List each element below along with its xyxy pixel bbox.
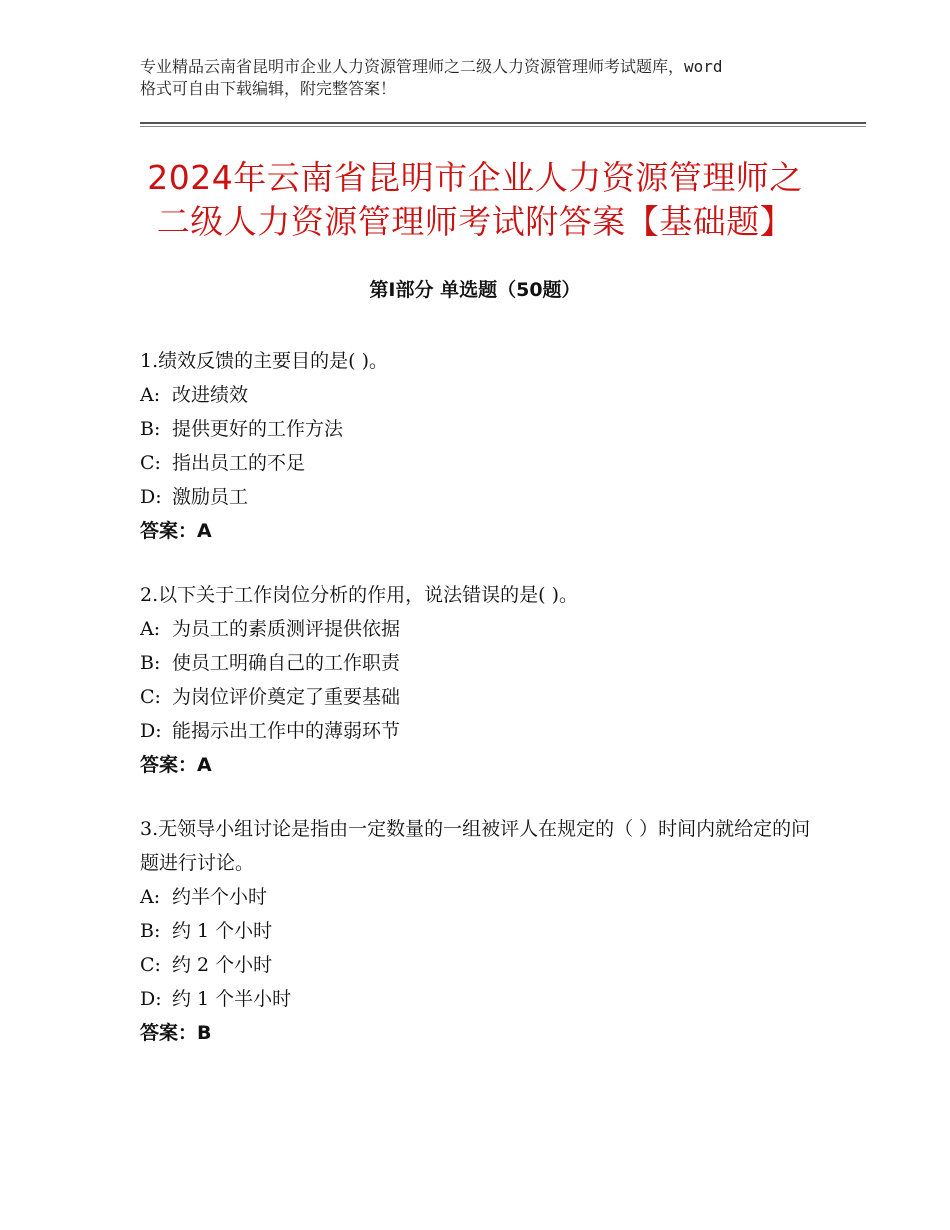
question-2 — [140, 578, 820, 782]
option-key: C: — [140, 686, 161, 708]
question-1 — [140, 344, 820, 548]
option-text: 激励员工 — [172, 486, 249, 508]
option-d — [140, 714, 820, 748]
option-b — [140, 646, 820, 680]
option-key: B: — [140, 418, 161, 440]
question-stem: 3.无领导小组讨论是指由一定数量的一组被评人在规定的（ ）时间内就给定的问题进行讨论。 — [140, 818, 811, 874]
option-text: 为岗位评价奠定了重要基础 — [172, 686, 401, 708]
option-text: 使员工明确自己的工作职责 — [172, 652, 401, 674]
option-b — [140, 412, 820, 446]
option-text: 约 1 个小时 — [172, 920, 273, 942]
option-text: 约 2 个小时 — [172, 954, 273, 976]
option-key: D: — [140, 720, 162, 742]
option-key: B: — [140, 652, 161, 674]
header-divider-thin — [140, 126, 866, 127]
option-b — [140, 914, 820, 948]
option-d — [140, 480, 820, 514]
answer-line: 答案：A — [140, 754, 212, 776]
option-text: 能揭示出工作中的薄弱环节 — [172, 720, 401, 742]
option-key: D: — [140, 486, 162, 508]
header-note-line-1: 专业精品云南省昆明市企业人力资源管理师之二级人力资源管理师考试题库，word — [140, 57, 723, 76]
option-text: 约半个小时 — [172, 886, 268, 908]
header-divider-thick — [140, 122, 866, 124]
question-stem: 2.以下关于工作岗位分析的作用，说法错误的是( )。 — [140, 584, 578, 606]
header-note — [140, 56, 830, 100]
option-a — [140, 880, 820, 914]
option-key: A: — [140, 384, 161, 406]
document-title-line-1: 2024年云南省昆明市企业人力资源管理师之 — [147, 158, 803, 197]
option-key: B: — [140, 920, 161, 942]
option-key: A: — [140, 886, 161, 908]
option-text: 提供更好的工作方法 — [172, 418, 344, 440]
option-key: C: — [140, 452, 161, 474]
question-3 — [140, 812, 820, 1050]
option-a — [140, 612, 820, 646]
question-stem: 1.绩效反馈的主要目的是( )。 — [140, 350, 388, 372]
option-a — [140, 378, 820, 412]
header-note-line-2: 格式可自由下载编辑，附完整答案！ — [140, 79, 397, 98]
option-text: 为员工的素质测评提供依据 — [172, 618, 401, 640]
document-title-line-2: 二级人力资源管理师考试附答案【基础题】 — [156, 202, 794, 241]
option-key: D: — [140, 988, 162, 1010]
option-key: A: — [140, 618, 161, 640]
answer-line: 答案：A — [140, 520, 212, 542]
option-text: 改进绩效 — [172, 384, 249, 406]
option-c — [140, 680, 820, 714]
option-key: C: — [140, 954, 161, 976]
option-d — [140, 982, 820, 1016]
option-c — [140, 948, 820, 982]
answer-line: 答案：B — [140, 1022, 212, 1044]
document-title — [120, 156, 830, 244]
option-text: 约 1 个半小时 — [172, 988, 292, 1010]
section-title: 第Ⅰ部分 单选题（50题） — [369, 279, 581, 301]
option-text: 指出员工的不足 — [172, 452, 306, 474]
option-c — [140, 446, 820, 480]
question-list — [140, 344, 820, 1080]
